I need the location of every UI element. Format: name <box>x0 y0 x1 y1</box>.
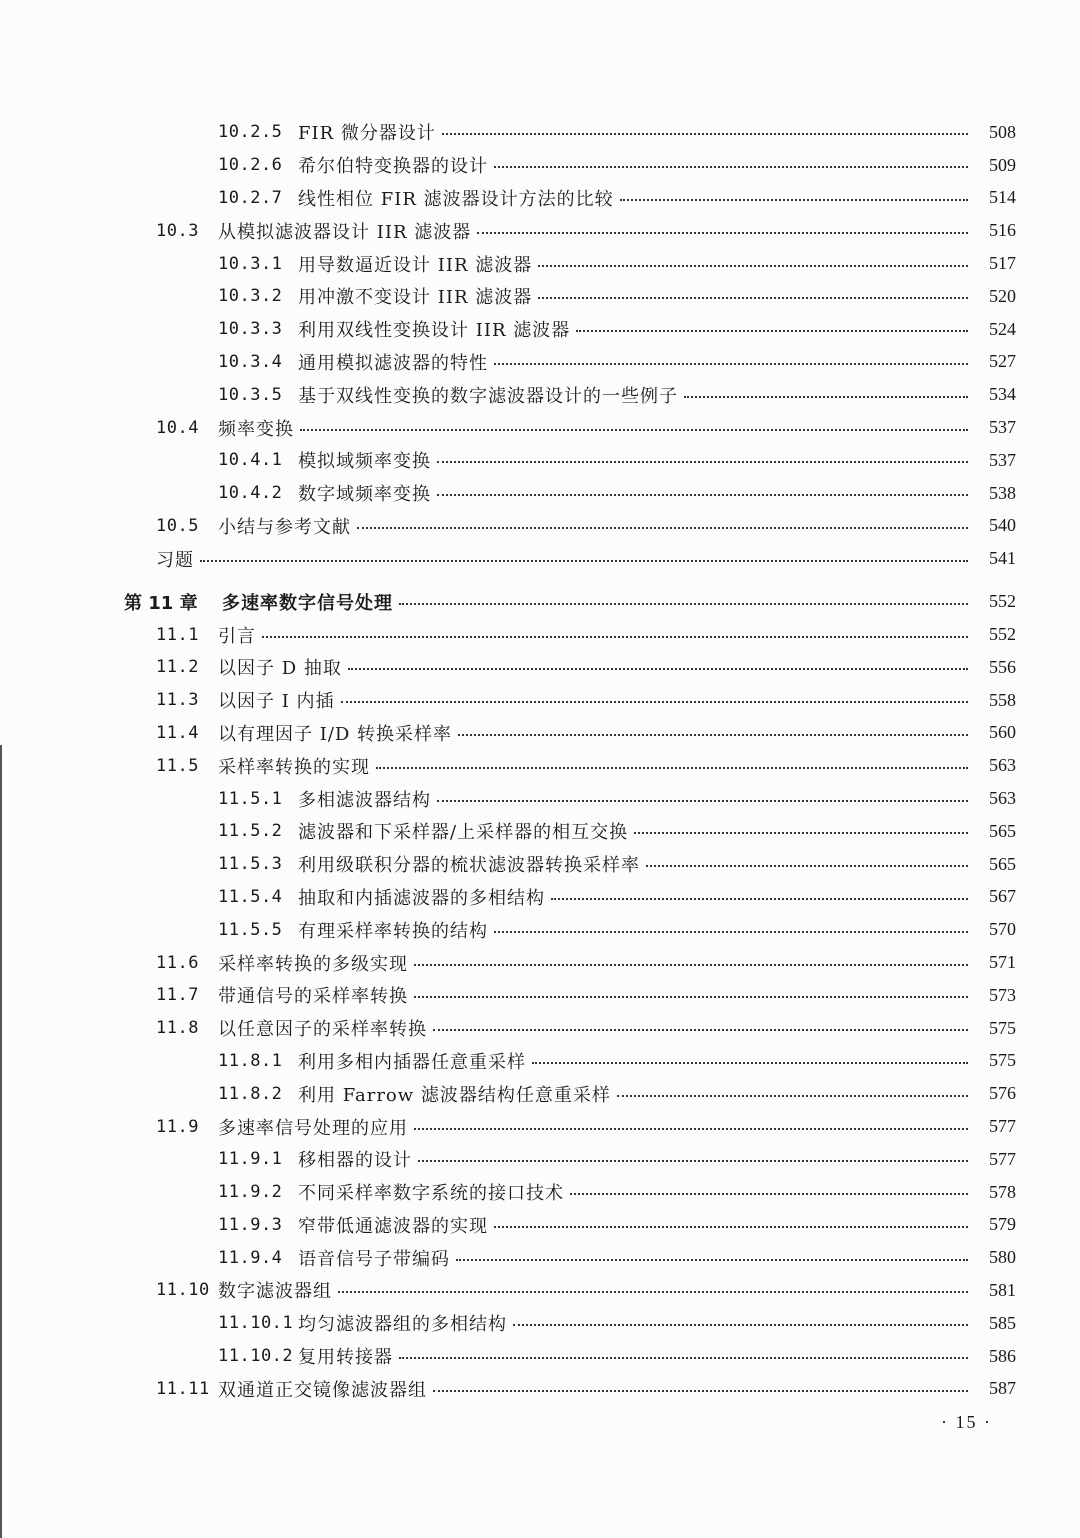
toc-entry-number: 11.4 <box>156 722 199 743</box>
dot-leader <box>456 1259 968 1261</box>
toc-entry-page: 577 <box>989 1148 1016 1169</box>
toc-entry <box>0 618 1080 651</box>
toc-entry-page: 517 <box>989 253 1016 274</box>
toc-entry-title: 希尔伯特变换器的设计 <box>298 156 488 178</box>
dot-leader <box>433 1029 968 1031</box>
toc-entry <box>0 1077 1080 1110</box>
toc-entry-number: 11.5.3 <box>218 854 283 875</box>
toc-entry-title-wrap <box>298 917 976 943</box>
toc-entry-title: 以因子 D 抽取 <box>218 658 342 680</box>
dot-leader <box>414 964 968 966</box>
toc-entry-number: 11.9 <box>156 1116 199 1137</box>
toc-entry-number: 10.3.1 <box>218 253 283 274</box>
toc-entry <box>0 411 1080 444</box>
dot-leader <box>200 560 968 562</box>
toc-entry-page: 534 <box>989 384 1016 405</box>
toc-entry-title: 多相滤波器结构 <box>298 789 431 811</box>
toc-entry-title: 以有理因子 I/D 转换采样率 <box>218 723 453 745</box>
toc-entry-page: 560 <box>989 722 1016 743</box>
dot-leader <box>348 668 968 670</box>
toc-entry-number: 11.11 <box>156 1378 210 1399</box>
toc-entry-title: 以任意因子的采样率转换 <box>218 1019 427 1041</box>
toc-entry-title: 频率变换 <box>218 418 294 440</box>
toc-entry-title-wrap <box>298 185 976 211</box>
toc-entry <box>0 116 1080 149</box>
toc-entry-title-wrap <box>218 1376 976 1402</box>
dot-leader <box>551 898 968 900</box>
toc-entry-title: 不同采样率数字系统的接口技术 <box>298 1183 564 1205</box>
toc-entry-title: 利用多相内插器任意重采样 <box>298 1051 526 1073</box>
toc-entry-title: 带通信号的采样率转换 <box>218 986 408 1008</box>
toc-entry-title-wrap <box>298 316 976 342</box>
toc-entry <box>0 182 1080 215</box>
dot-leader <box>338 1291 968 1293</box>
toc-entry-number: 10.4.1 <box>218 450 283 471</box>
toc-entry-number: 10.2.5 <box>218 122 283 143</box>
toc-entry-title-wrap <box>298 1048 976 1074</box>
toc-entry-page: 509 <box>989 154 1016 175</box>
toc-entry <box>0 1045 1080 1078</box>
toc-entry-title: 双通道正交镜像滤波器组 <box>218 1379 427 1401</box>
dot-leader <box>538 265 968 267</box>
toc-entry-title-wrap <box>298 152 976 178</box>
toc-entry-number: 10.3.4 <box>218 351 283 372</box>
toc-entry <box>0 510 1080 543</box>
toc-entry-page: 514 <box>989 187 1016 208</box>
dot-leader <box>418 1160 968 1162</box>
dot-leader <box>494 363 968 365</box>
toc-entry-title-wrap <box>298 1179 976 1205</box>
toc-entry-number: 11.10.1 <box>218 1313 294 1334</box>
toc-entry <box>0 280 1080 313</box>
toc-entry-number: 11.5.4 <box>218 886 283 907</box>
toc-entry-page: 565 <box>989 853 1016 874</box>
toc-entry-title: 数字滤波器组 <box>218 1281 332 1303</box>
dot-leader <box>414 996 968 998</box>
dot-leader <box>399 603 968 605</box>
table-of-contents <box>0 116 1080 1405</box>
toc-entry-title-wrap <box>298 119 976 145</box>
toc-entry <box>0 214 1080 247</box>
dot-leader <box>357 527 968 529</box>
toc-entry-title: 多速率信号处理的应用 <box>218 1117 408 1139</box>
toc-entry-title: 移相器的设计 <box>298 1150 412 1172</box>
toc-entry <box>0 1012 1080 1045</box>
toc-entry-page: 567 <box>989 886 1016 907</box>
dot-leader <box>437 494 968 496</box>
toc-entry-page: 556 <box>989 656 1016 677</box>
toc-entry-title: 有理采样率转换的结构 <box>298 920 488 942</box>
toc-entry-number: 11.10 <box>156 1280 210 1301</box>
toc-entry-number: 11.3 <box>156 690 199 711</box>
toc-entry-page: 538 <box>989 482 1016 503</box>
toc-entry-page: 508 <box>989 121 1016 142</box>
toc-entry-title: 语音信号子带编码 <box>298 1248 450 1270</box>
toc-entry-title-wrap <box>298 349 976 375</box>
dot-leader <box>494 166 968 168</box>
toc-entry-page: 575 <box>989 1017 1016 1038</box>
toc-entry-page: 579 <box>989 1214 1016 1235</box>
toc-entry-title-wrap <box>298 1081 976 1107</box>
toc-entry-number: 11.5.5 <box>218 919 283 940</box>
toc-entry-page: 581 <box>989 1279 1016 1300</box>
toc-entry-page: 573 <box>989 984 1016 1005</box>
toc-entry-title-wrap <box>298 480 976 506</box>
toc-entry-title-wrap <box>156 546 976 572</box>
toc-entry-page: 540 <box>989 515 1016 536</box>
toc-entry-title-wrap <box>298 1245 976 1271</box>
toc-entry-number: 10.3 <box>156 220 199 241</box>
toc-entry-number: 10.4 <box>156 417 199 438</box>
toc-entry-title-wrap <box>218 982 976 1008</box>
dot-leader <box>617 1095 968 1097</box>
toc-entry <box>0 749 1080 782</box>
toc-chapter-entry <box>0 585 1080 618</box>
toc-entry <box>0 378 1080 411</box>
toc-entry-number: 11.6 <box>156 952 199 973</box>
toc-entry-page: 587 <box>989 1378 1016 1399</box>
dot-leader <box>576 330 968 332</box>
toc-entry-title-wrap <box>298 884 976 910</box>
toc-entry <box>0 913 1080 946</box>
toc-entry-page: 524 <box>989 318 1016 339</box>
dot-leader <box>262 636 968 638</box>
toc-entry-title-wrap <box>218 687 976 713</box>
toc-entry-title: 模拟域频率变换 <box>298 451 431 473</box>
dot-leader <box>513 1324 968 1326</box>
toc-entry-number: 11.5.1 <box>218 788 283 809</box>
toc-entry <box>0 848 1080 881</box>
toc-entry <box>0 1372 1080 1405</box>
toc-entry-title: 小结与参考文献 <box>218 516 351 538</box>
toc-entry-number: 11.8 <box>156 1018 199 1039</box>
toc-entry-number: 10.3.3 <box>218 319 283 340</box>
toc-entry-title: 采样率转换的实现 <box>218 756 370 778</box>
toc-entry <box>0 946 1080 979</box>
toc-entry-number: 11.1 <box>156 624 199 645</box>
toc-entry <box>0 1241 1080 1274</box>
toc-entry-title: 窄带低通滤波器的实现 <box>298 1215 488 1237</box>
toc-entry-number: 11.5.2 <box>218 821 283 842</box>
toc-entry-number: 11.10.2 <box>218 1346 294 1367</box>
toc-entry-title-wrap <box>298 283 976 309</box>
toc-entry <box>0 1143 1080 1176</box>
toc-entry-title-wrap <box>218 622 976 648</box>
toc-entry-title-wrap <box>298 1310 976 1336</box>
toc-entry <box>0 782 1080 815</box>
toc-entry-number: 11.9.4 <box>218 1247 283 1268</box>
toc-entry-title-wrap <box>298 1343 976 1369</box>
toc-entry-title-wrap <box>298 851 976 877</box>
toc-entry <box>0 1274 1080 1307</box>
toc-entry-page: 552 <box>989 624 1016 645</box>
toc-entry-page: 537 <box>989 417 1016 438</box>
dot-leader <box>532 1062 968 1064</box>
toc-entry-number: 11.2 <box>156 657 199 678</box>
toc-entry-page: 586 <box>989 1345 1016 1366</box>
toc-entry-title-wrap <box>218 218 976 244</box>
toc-entry-title: 从模拟滤波器设计 IIR 滤波器 <box>218 221 472 243</box>
dot-leader <box>442 133 968 135</box>
toc-entry-page: 563 <box>989 788 1016 809</box>
toc-entry-number: 11.9.3 <box>218 1214 283 1235</box>
toc-entry-title-wrap <box>218 415 976 441</box>
toc-entry-page: 570 <box>989 919 1016 940</box>
toc-entry <box>0 346 1080 379</box>
toc-entry-number: 11.8.1 <box>218 1050 283 1071</box>
toc-entry-page: 552 <box>989 591 1016 612</box>
toc-entry <box>0 684 1080 717</box>
toc-entry <box>0 1209 1080 1242</box>
toc-entry <box>0 1307 1080 1340</box>
toc-entry-title: 引言 <box>218 625 256 647</box>
dot-leader <box>634 832 968 834</box>
toc-entry-number: 10.4.2 <box>218 483 283 504</box>
toc-entry-page: 541 <box>989 548 1016 569</box>
toc-entry-page: 580 <box>989 1247 1016 1268</box>
dot-leader <box>494 1226 968 1228</box>
toc-entry-title-wrap <box>218 513 976 539</box>
toc-entry <box>0 651 1080 684</box>
toc-entry-page: 575 <box>989 1050 1016 1071</box>
dot-leader <box>341 701 968 703</box>
dot-leader <box>300 429 968 431</box>
toc-entry-title: 习题 <box>156 549 194 571</box>
dot-leader <box>437 461 968 463</box>
toc-entry-title-wrap <box>298 447 976 473</box>
dot-leader <box>414 1128 968 1130</box>
dot-leader <box>684 396 968 398</box>
toc-entry-page: 565 <box>989 820 1016 841</box>
toc-entry-title-wrap <box>218 654 976 680</box>
toc-entry <box>0 979 1080 1012</box>
toc-entry <box>0 313 1080 346</box>
toc-entry-page: 527 <box>989 351 1016 372</box>
dot-leader <box>437 800 968 802</box>
toc-entry-title: 通用模拟滤波器的特性 <box>298 352 488 374</box>
toc-entry-page: 578 <box>989 1181 1016 1202</box>
toc-entry-page: 576 <box>989 1083 1016 1104</box>
toc-entry-number: 11.9.1 <box>218 1149 283 1170</box>
toc-entry-title-wrap <box>218 720 976 746</box>
toc-entry-title: 以因子 I 内插 <box>218 691 335 713</box>
toc-entry-number: 10.3.2 <box>218 286 283 307</box>
toc-entry-page: 520 <box>989 285 1016 306</box>
dot-leader <box>538 297 968 299</box>
toc-entry-title: 基于双线性变换的数字滤波器设计的一些例子 <box>298 385 678 407</box>
toc-entry-number: 11.8.2 <box>218 1083 283 1104</box>
toc-entry <box>0 247 1080 280</box>
dot-leader <box>458 734 968 736</box>
toc-entry-title: 用导数逼近设计 IIR 滤波器 <box>298 254 533 276</box>
toc-entry-title-wrap <box>218 1277 976 1303</box>
toc-entry-title: 数字域频率变换 <box>298 484 431 506</box>
dot-leader <box>477 232 968 234</box>
toc-entry-title: 多速率数字信号处理 <box>222 592 393 614</box>
toc-entry-title: 利用双线性变换设计 IIR 滤波器 <box>298 320 571 342</box>
dot-leader <box>376 767 968 769</box>
toc-entry-title-wrap <box>222 589 976 615</box>
dot-leader <box>399 1357 968 1359</box>
toc-entry <box>0 477 1080 510</box>
toc-entry-page: 537 <box>989 449 1016 470</box>
toc-entry-page: 577 <box>989 1116 1016 1136</box>
toc-entry-page: 558 <box>989 689 1016 710</box>
toc-entry-number: 11.7 <box>156 985 199 1006</box>
toc-entry-number: 10.5 <box>156 515 199 536</box>
toc-entry-title: 复用转接器 <box>298 1347 393 1369</box>
toc-entry-number: 10.2.6 <box>218 155 283 176</box>
toc-entry-page: 516 <box>989 220 1016 241</box>
toc-entry-title: 用冲激不变设计 IIR 滤波器 <box>298 287 533 309</box>
toc-entry <box>0 1340 1080 1373</box>
toc-entry-number: 11.9.2 <box>218 1182 283 1203</box>
toc-entry-page: 571 <box>989 952 1016 973</box>
toc-entry-title: 抽取和内插滤波器的多相结构 <box>298 887 545 909</box>
toc-entry <box>0 542 1080 575</box>
toc-entry-title-wrap <box>218 950 976 976</box>
toc-entry-title: 均匀滤波器组的多相结构 <box>298 1314 507 1336</box>
toc-entry-page: 585 <box>989 1312 1016 1333</box>
toc-entry-title-wrap <box>298 251 976 277</box>
toc-entry-page: 563 <box>989 755 1016 776</box>
toc-entry-title-wrap <box>218 1114 976 1140</box>
toc-entry-title-wrap <box>218 1015 976 1041</box>
toc-entry-number: 10.3.5 <box>218 384 283 405</box>
toc-entry-number: 10.2.7 <box>218 187 283 208</box>
dot-leader <box>433 1390 968 1392</box>
dot-leader <box>494 931 968 933</box>
toc-entry-title-wrap <box>298 1146 976 1172</box>
dot-leader <box>646 865 968 867</box>
toc-entry-title: FIR 微分器设计 <box>298 123 436 145</box>
dot-leader <box>570 1193 968 1195</box>
toc-entry-title: 线性相位 FIR 滤波器设计方法的比较 <box>298 188 614 210</box>
toc-entry-title-wrap <box>218 753 976 779</box>
toc-entry <box>0 815 1080 848</box>
toc-entry <box>0 149 1080 182</box>
toc-entry <box>0 881 1080 914</box>
toc-entry-number: 第 11 章 <box>124 592 198 614</box>
toc-entry-title: 利用 Farrow 滤波器结构任意重采样 <box>298 1084 611 1106</box>
toc-entry-title: 利用级联积分器的梳状滤波器转换采样率 <box>298 855 640 877</box>
toc-entry <box>0 717 1080 750</box>
toc-entry-title-wrap <box>298 818 976 844</box>
toc-entry-title-wrap <box>298 382 976 408</box>
toc-entry-title: 采样率转换的多级实现 <box>218 953 408 975</box>
toc-entry-title: 滤波器和下采样器/上采样器的相互交换 <box>298 822 629 844</box>
toc-entry-number: 11.5 <box>156 755 199 776</box>
dot-leader <box>620 199 968 201</box>
page-number: · 15 · <box>941 1412 992 1432</box>
toc-entry-title-wrap <box>298 786 976 812</box>
toc-entry-title-wrap <box>298 1212 976 1238</box>
toc-entry <box>0 1176 1080 1209</box>
toc-entry <box>0 444 1080 477</box>
toc-entry <box>0 1110 1080 1143</box>
